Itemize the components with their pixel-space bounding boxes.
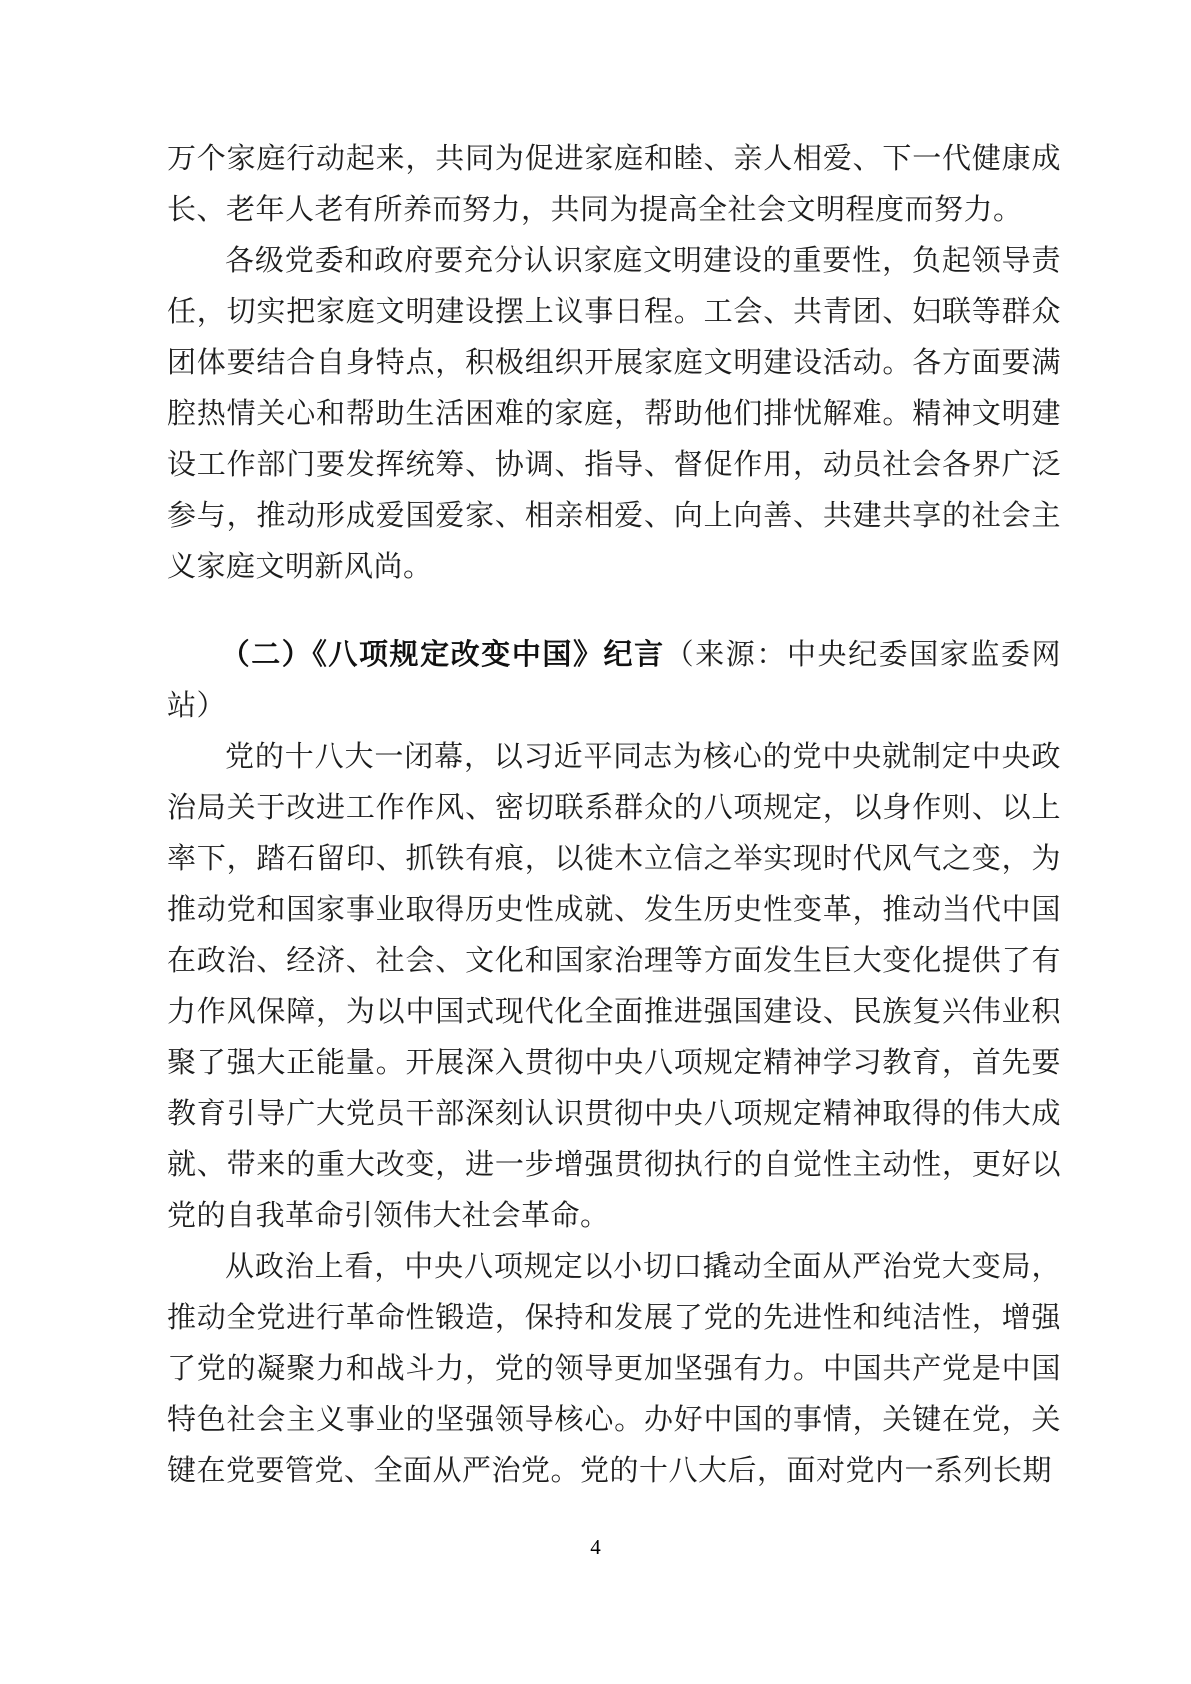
page-number: 4: [590, 1535, 601, 1559]
section-heading: [167, 630, 1061, 732]
paragraph-political-perspective: 从政治上看，中央八项规定以小切口撬动全面从严治党大变局，推动全党进行革命性锻造，保持和发展了党的先进性和纯洁性，增强了党的凝聚力和战斗力，党的领导更加坚强有力。中国共产党是中国特色社会主义事业的坚强领导核心。办好中国的事情，关键在党，关键在党要管党、全面从严治党。党的十八大后，面对党内一系列长期: [167, 1251, 1061, 1487]
document-body: [167, 134, 1061, 1497]
section-heading-title: （二）《八项规定改变中国》纪言: [220, 639, 665, 671]
page-footer: [0, 1532, 1191, 1562]
paragraph-family-action-continued: 万个家庭行动起来，共同为促进家庭和睦、亲人相爱、下一代健康成长、老年人老有所养而努力，共同为提高全社会文明程度而努力。: [167, 143, 1061, 226]
paragraph-party-committees: 各级党委和政府要充分认识家庭文明建设的重要性，负起领导责任，切实把家庭文明建设摆上议事日程。工会、共青团、妇联等群众团体要结合自身特点，积极组织开展家庭文明建设活动。各方面要满腔热情关心和帮助生活困难的家庭，帮助他们排忧解难。精神文明建设工作部门要发挥统筹、协调、指导、督促作用，动员社会各界广泛参与，推动形成爱国爱家、相亲相爱、向上向善、共建共享的社会主义家庭文明新风尚。: [167, 245, 1061, 583]
section-heading-source: （来源：中央纪委国家监委网站）: [167, 639, 1061, 722]
paragraph-eight-regulations: 党的十八大一闭幕，以习近平同志为核心的党中央就制定中央政治局关于改进工作作风、密切联系群众的八项规定，以身作则、以上率下，踏石留印、抓铁有痕，以徙木立信之举实现时代风气之变，为推动党和国家事业取得历史性成就、发生历史性变革，推动当代中国在政治、经济、社会、文化和国家治理等方面发生巨大变化提供了有力作风保障，为以中国式现代化全面推进强国建设、民族复兴伟业积聚了强大正能量。开展深入贯彻中央八项规定精神学习教育，首先要教育引导广大党员干部深刻认识贯彻中央八项规定精神取得的伟大成就、带来的重大改变，进一步增强贯彻执行的自觉性主动性，更好以党的自我革命引领伟大社会革命。: [167, 741, 1061, 1232]
